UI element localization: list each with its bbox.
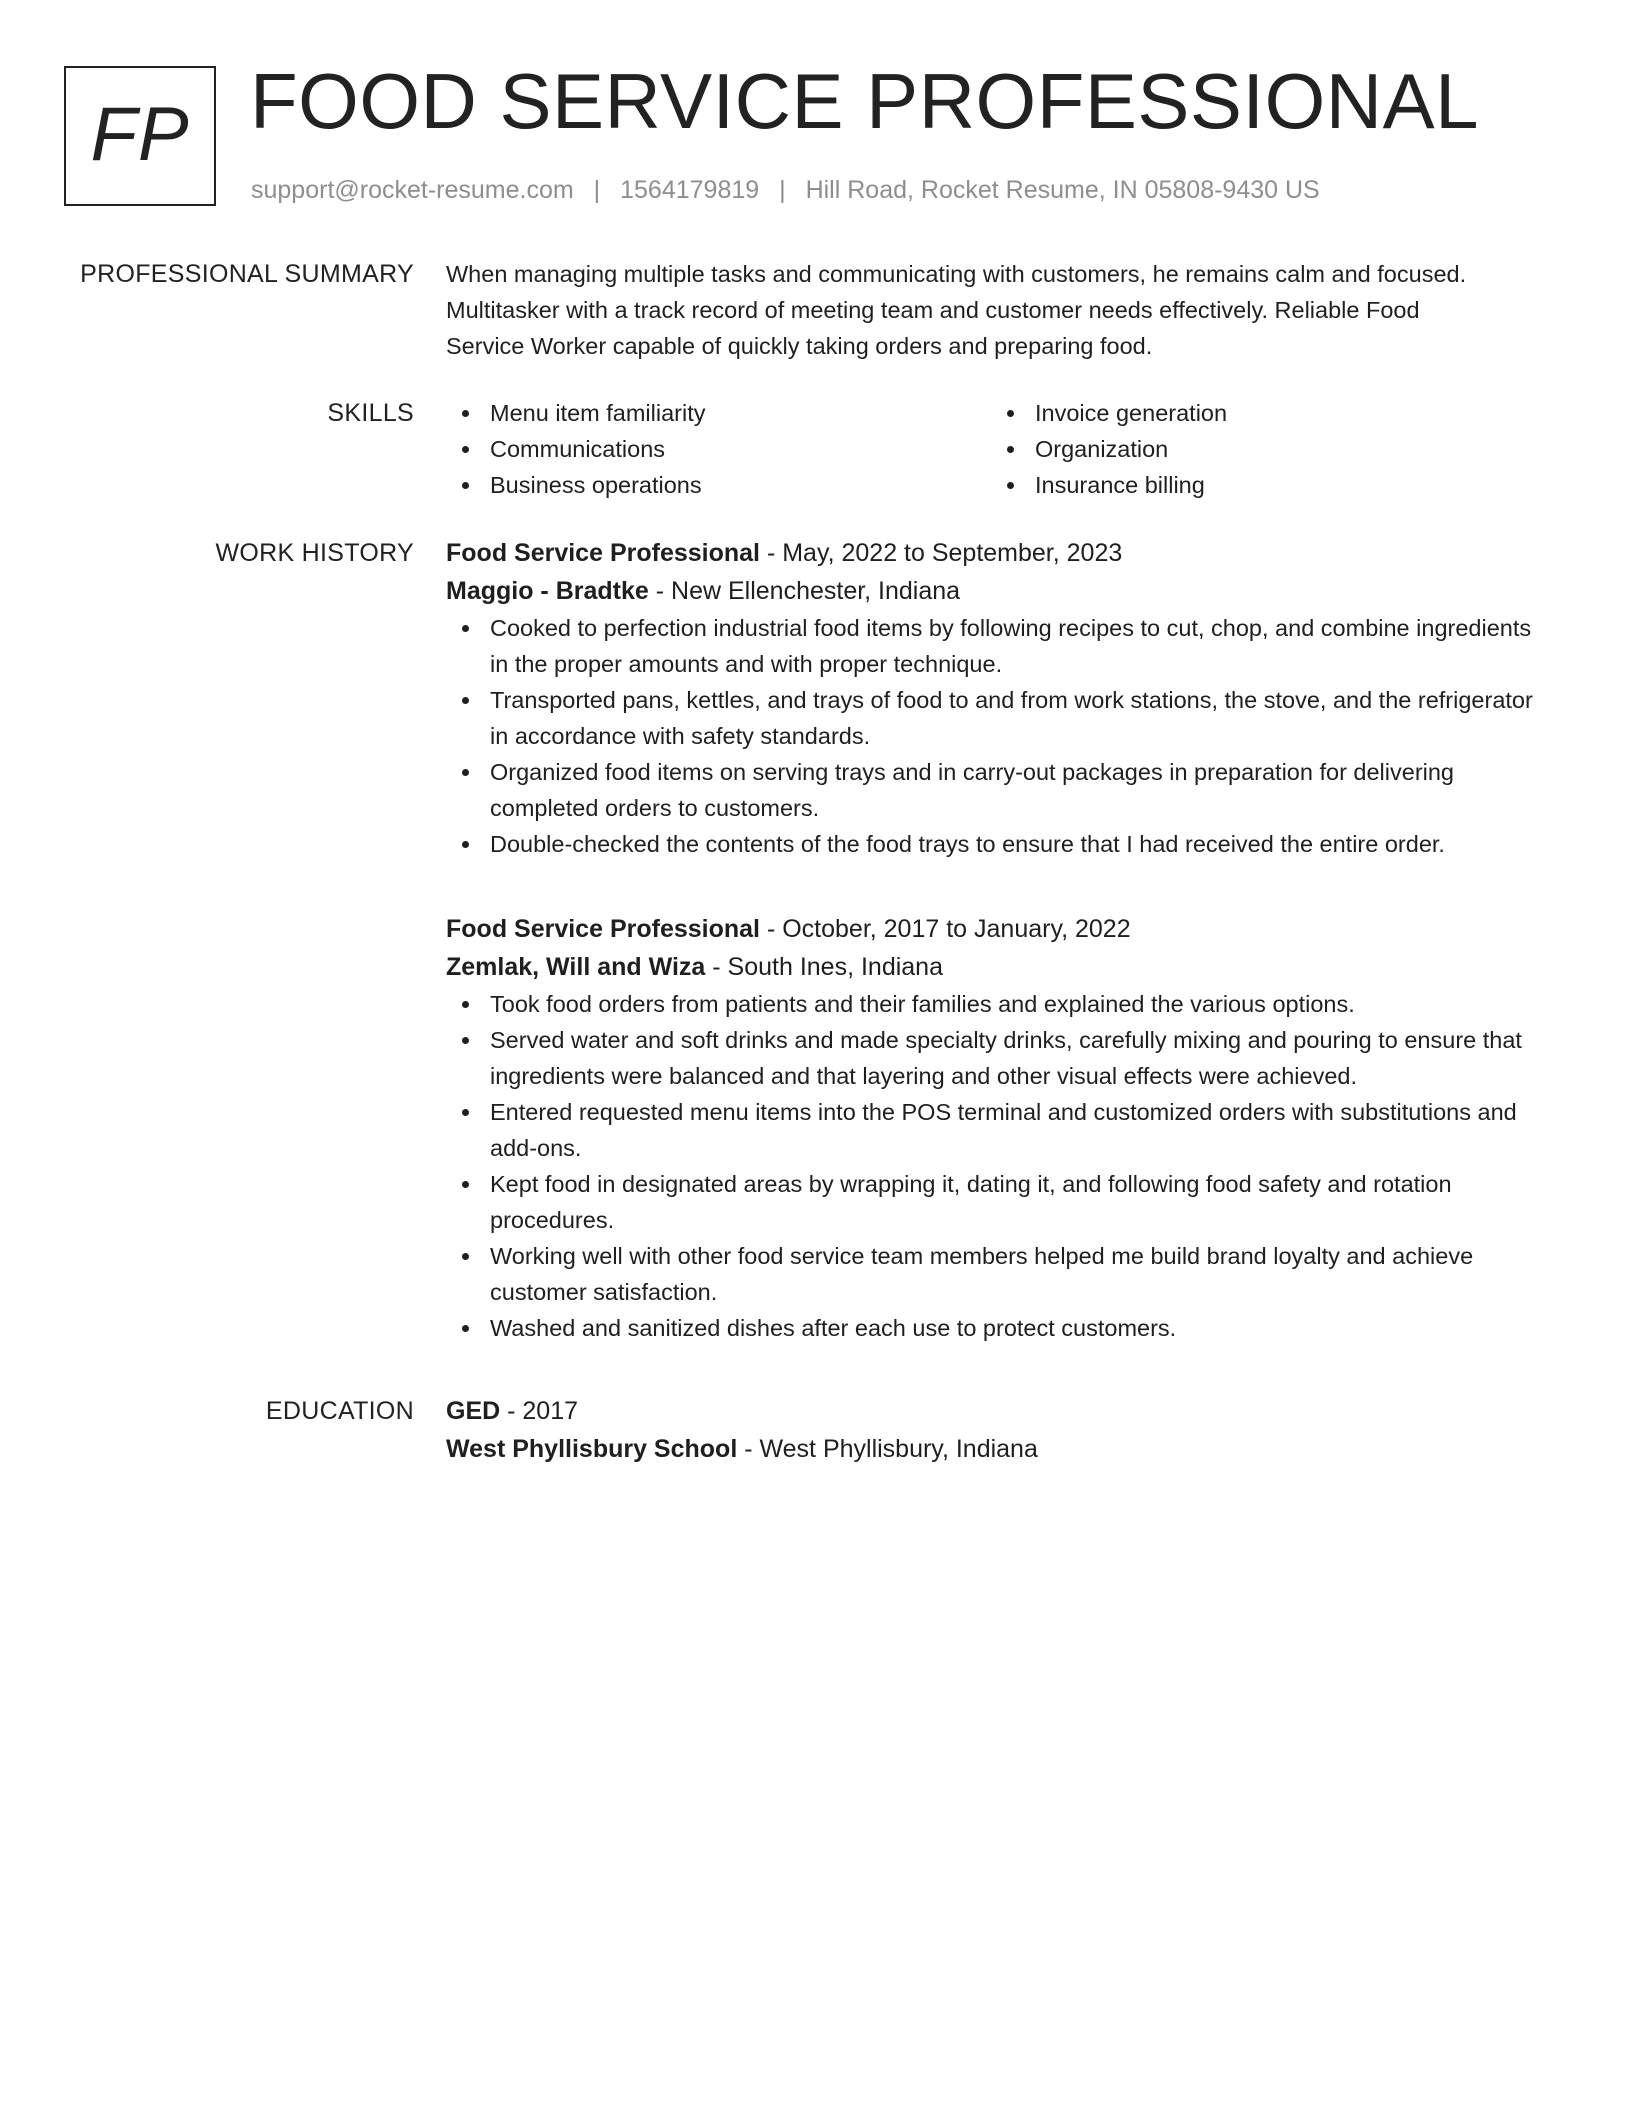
job-dates: - October, 2017 to January, 2022 <box>760 915 1131 943</box>
school-line <box>446 1430 1536 1468</box>
job-title-line <box>446 534 1536 572</box>
job-employer-line <box>446 948 1536 986</box>
summary-heading: PROFESSIONAL SUMMARY <box>80 260 414 288</box>
summary-line: When managing multiple tasks and communicating with customers, he remains calm and focused. <box>446 261 1467 287</box>
skill-item: Business operations <box>446 467 991 503</box>
job-employer-line <box>446 572 1536 610</box>
skills-column-right <box>991 395 1536 503</box>
job-duty-item: Transported pans, kettles, and trays of food to and from work stations, the stove, and the refrigerator in accordance with safety standards. <box>446 682 1536 754</box>
contact-separator: | <box>779 176 786 204</box>
degree: GED <box>446 1397 501 1425</box>
skill-item: Menu item familiarity <box>446 395 991 431</box>
skill-item: Communications <box>446 431 991 467</box>
job-location: - New Ellenchester, Indiana <box>648 577 961 605</box>
education-entry <box>446 1392 1536 1468</box>
monogram-text: FP <box>90 91 190 177</box>
job-duty-item: Organized food items on serving trays and in carry-out packages in preparation for delivering completed orders to customers. <box>446 754 1536 826</box>
school-name: West Phyllisbury School <box>446 1435 738 1463</box>
degree-year: - 2017 <box>500 1397 579 1425</box>
job-duty-item: Kept food in designated areas by wrapping it, dating it, and following food safety and rotation procedures. <box>446 1166 1536 1238</box>
monogram-logo <box>64 66 216 206</box>
school-location: - West Phyllisbury, Indiana <box>737 1435 1038 1463</box>
contact-phone[interactable]: 1564179819 <box>620 176 760 204</box>
contact-email[interactable]: support@rocket-resume.com <box>251 176 574 204</box>
job-employer: Zemlak, Will and Wiza <box>446 953 706 981</box>
job-duty-item: Cooked to perfection industrial food items by following recipes to cut, chop, and combine ingredients in the proper amounts and with proper technique. <box>446 610 1536 682</box>
contact-address: Hill Road, Rocket Resume, IN 05808-9430 US <box>805 176 1320 204</box>
job-duty-item: Took food orders from patients and their families and explained the various options. <box>446 986 1536 1022</box>
job-duty-item: Working well with other food service team members helped me build brand loyalty and achieve customer satisfaction. <box>446 1238 1536 1310</box>
job-entry <box>446 910 1536 1346</box>
job-duty-item: Served water and soft drinks and made specialty drinks, carefully mixing and pouring to ensure that ingredients were balanced and that layering and other visual effects were achieved. <box>446 1022 1536 1094</box>
skills-column-left <box>446 395 991 503</box>
summary-line: Multitasker with a track record of meeting team and customer needs effectively. Reliable Food <box>446 297 1420 323</box>
job-entry <box>446 534 1536 862</box>
education-heading: EDUCATION <box>265 1397 414 1425</box>
job-dates: - May, 2022 to September, 2023 <box>760 539 1123 567</box>
job-duty-item: Washed and sanitized dishes after each use to protect customers. <box>446 1310 1536 1346</box>
job-duty-item: Entered requested menu items into the POS terminal and customized orders with substitutions and add-ons. <box>446 1094 1536 1166</box>
skill-item: Organization <box>991 431 1536 467</box>
job-title-line <box>446 910 1536 948</box>
skills-list <box>446 395 1536 503</box>
job-duties <box>446 986 1536 1346</box>
job-title: Food Service Professional <box>446 915 760 943</box>
job-employer: Maggio - Bradtke <box>446 577 649 605</box>
summary-text <box>446 256 1536 364</box>
job-duties <box>446 610 1536 862</box>
job-location: - South Ines, Indiana <box>705 953 943 981</box>
summary-line: Service Worker capable of quickly taking orders and preparing food. <box>446 333 1153 359</box>
skills-heading: SKILLS <box>327 399 414 427</box>
skill-item: Invoice generation <box>991 395 1536 431</box>
work-history-heading: WORK HISTORY <box>215 539 414 567</box>
page-title: FOOD SERVICE PROFESSIONAL <box>250 57 1480 145</box>
job-title: Food Service Professional <box>446 539 760 567</box>
degree-line <box>446 1392 1536 1430</box>
contact-line <box>251 174 1320 206</box>
contact-separator: | <box>593 176 601 204</box>
job-duty-item: Double-checked the contents of the food trays to ensure that I had received the entire order. <box>446 826 1536 862</box>
skill-item: Insurance billing <box>991 467 1536 503</box>
